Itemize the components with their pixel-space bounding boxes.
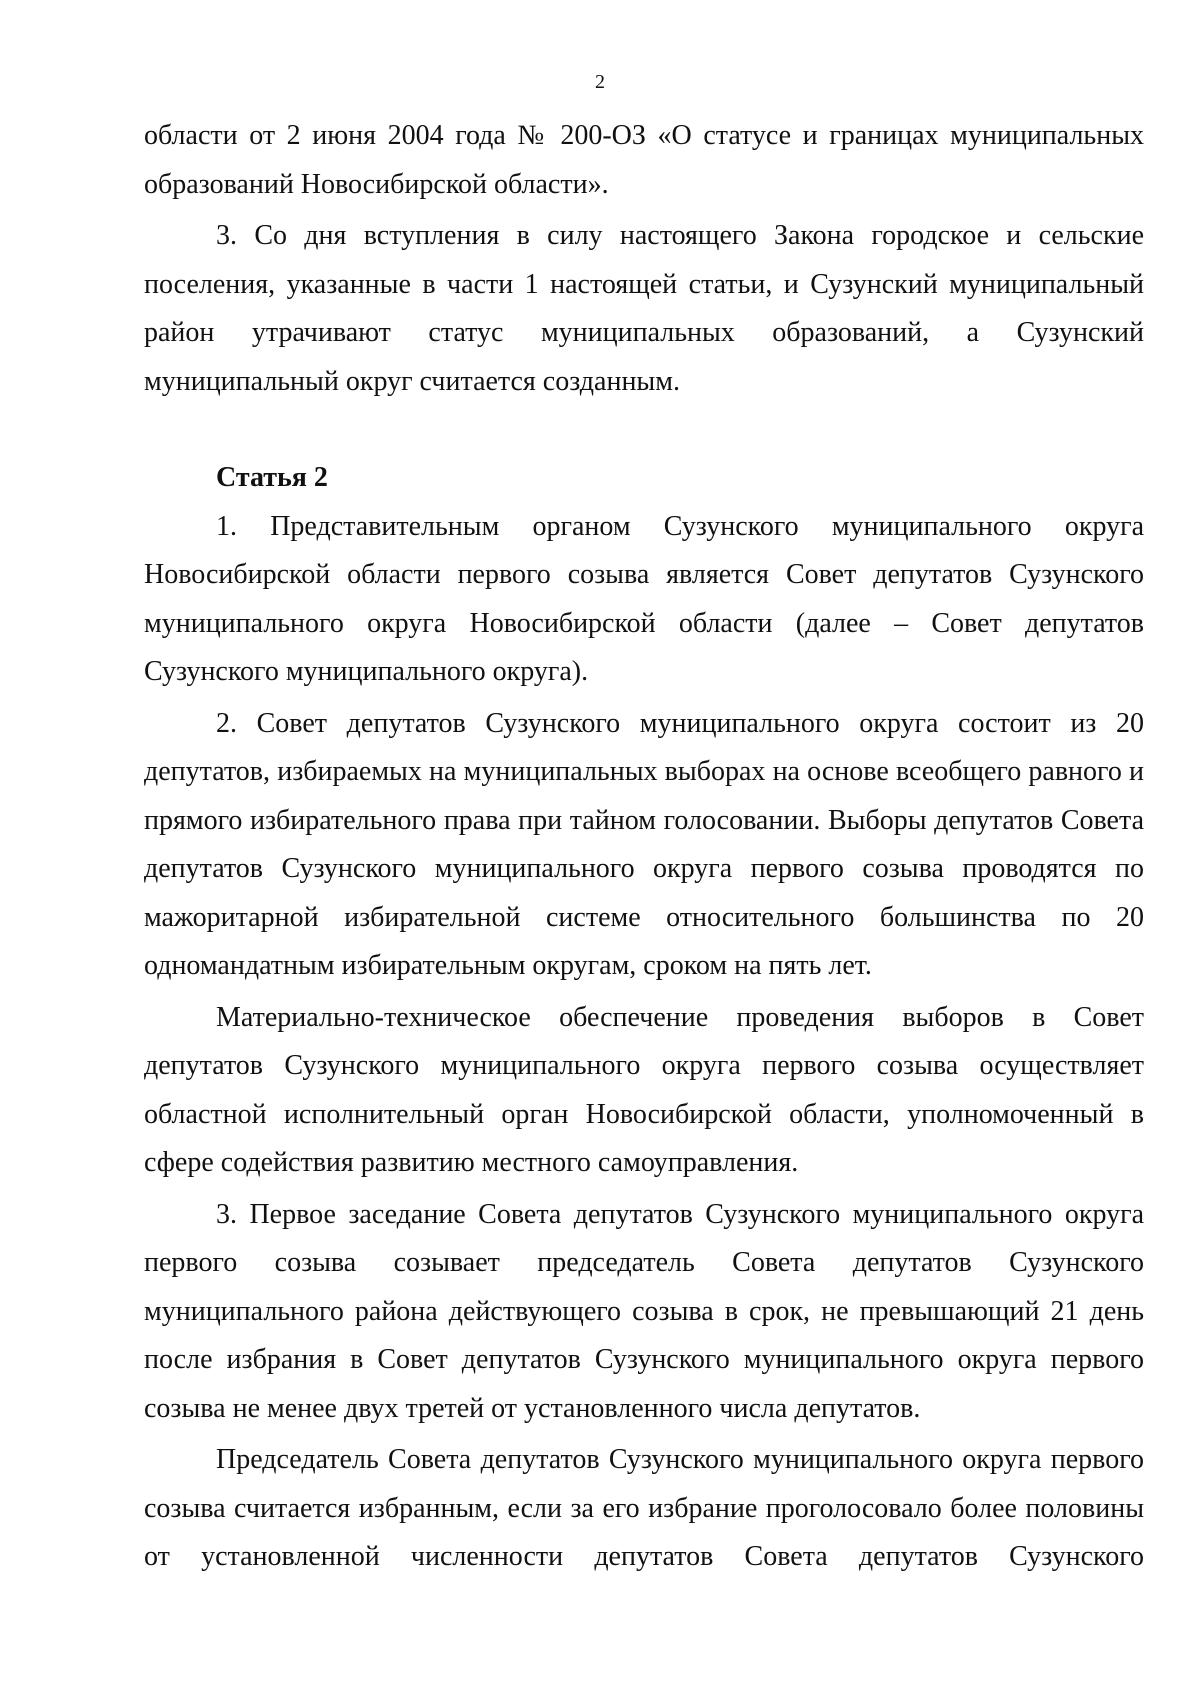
paragraph-article2-clause-3: 3. Первое заседание Совета депутатов Сузунского муниципального округа первого созыва созывает председатель Совета депутатов Сузунского муниципального района действующего созыва в срок, не превышающий 21 день после избрания в Совет депутатов Сузунского муниципального округа первого созыва не менее двух третей от установленного числа депутатов. (144, 1198, 1144, 1424)
paragraph-continuation: области от 2 июня 2004 года № 200-ОЗ «О статусе и границах муниципальных образований Новосибирской области». (144, 120, 1144, 200)
page-number: 2 (595, 71, 605, 93)
paragraph-chairman-election: Председатель Совета депутатов Сузунского муниципального округа первого созыва считается избранным, если за его избрание проголосовало более половины от установленной численности депутатов Совета депутатов Сузунского (144, 1444, 1144, 1572)
paragraph-clause-3: 3. Со дня вступления в силу настоящего Закона городское и сельские поселения, указанные в части 1 настоящей статьи, и Сузунский муниципальный район утрачивают статус муниципальных образований, а Сузунский муниципальный округ считается созданным. (144, 220, 1144, 397)
paragraph-article2-clause-1: 1. Представительным органом Сузунского муниципального округа Новосибирской области первого созыва является Совет депутатов Сузунского муниципального округа Новосибирской области (далее – Совет депутатов Сузунского муниципального округа). (144, 510, 1144, 687)
article-heading: Статья 2 (216, 462, 328, 493)
document-body (144, 112, 1144, 1582)
paragraph-article2-clause-2: 2. Совет депутатов Сузунского муниципального округа состоит из 20 депутатов, избираемых на муниципальных выборах на основе всеобщего равного и прямого избирательного права при тайном голосовании. Выборы депутатов Совета депутатов Сузунского муниципального округа первого созыва проводятся по мажоритарной избирательной системе относительного большинства по 20 одномандатным избирательным округам, сроком на пять лет. (144, 707, 1144, 981)
paragraph-material-support: Материально-техническое обеспечение проведения выборов в Совет депутатов Сузунского муниципального округа первого созыва осуществляет областной исполнительный орган Новосибирской области, уполномоченный в сфере содействия развитию местного самоуправления. (144, 1001, 1144, 1178)
